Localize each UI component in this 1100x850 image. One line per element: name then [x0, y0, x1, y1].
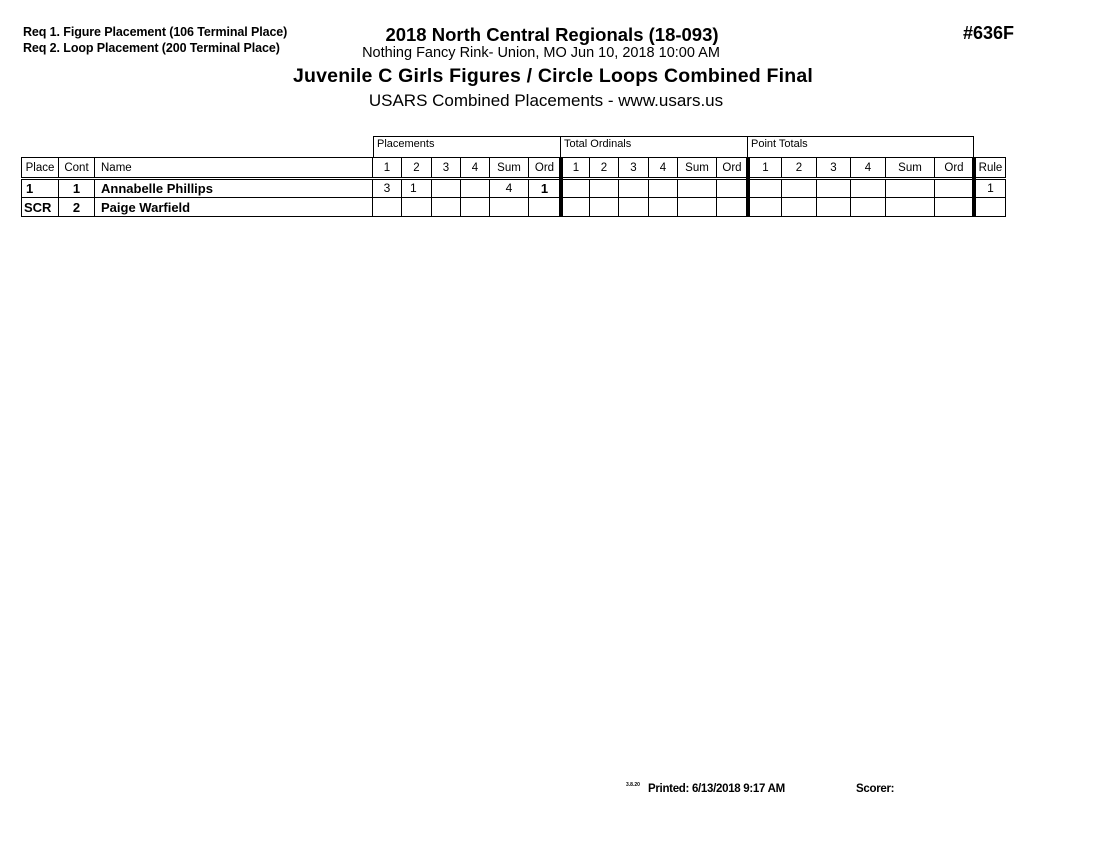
col-rule: Rule — [976, 157, 1006, 178]
header-divider — [21, 177, 1006, 178]
col-place: Place — [21, 157, 59, 178]
col-points-3: 3 — [817, 157, 851, 178]
points-sum-cell — [886, 198, 935, 217]
ordinal-ord-cell — [717, 179, 747, 198]
ordinal-1-cell — [563, 179, 590, 198]
ordinal-3-cell — [619, 198, 649, 217]
placement-2-cell — [402, 198, 432, 217]
col-ordinal-sum: Sum — [678, 157, 717, 178]
cont-cell: 2 — [59, 198, 95, 217]
points-ord-cell — [935, 179, 973, 198]
event-title: Juvenile C Girls Figures / Circle Loops Combined Final — [292, 65, 814, 87]
col-points-ord: Ord — [935, 157, 973, 178]
separator-ordinals — [746, 157, 750, 217]
separator-placements — [559, 157, 563, 217]
placement-ord-cell — [529, 198, 560, 217]
place-cell: SCR — [21, 198, 59, 217]
col-ordinal-4: 4 — [649, 157, 678, 178]
col-points-1: 1 — [750, 157, 782, 178]
placement-1-cell — [373, 198, 402, 217]
points-3-cell — [817, 179, 851, 198]
col-cont: Cont — [59, 157, 95, 178]
points-1-cell — [750, 179, 782, 198]
ordinal-ord-cell — [717, 198, 747, 217]
col-name: Name — [95, 157, 373, 178]
col-points-2: 2 — [782, 157, 817, 178]
software-version: 3.8.20 — [626, 782, 640, 788]
col-placement-sum: Sum — [490, 157, 529, 178]
points-2-cell — [782, 198, 817, 217]
col-ordinal-ord: Ord — [717, 157, 747, 178]
placement-sum-cell — [490, 198, 529, 217]
col-ordinal-2: 2 — [590, 157, 619, 178]
printed-timestamp: Printed: 6/13/2018 9:17 AM — [648, 783, 785, 795]
requirement-2: Req 2. Loop Placement (200 Terminal Place) — [23, 41, 280, 55]
venue-line: Nothing Fancy Rink- Union, MO Jun 10, 2018 10:00 AM — [362, 45, 720, 61]
placement-2-cell: 1 — [402, 179, 432, 198]
col-placement-3: 3 — [432, 157, 461, 178]
col-placement-4: 4 — [461, 157, 490, 178]
ordinal-3-cell — [619, 179, 649, 198]
place-cell: 1 — [21, 179, 59, 198]
requirement-1: Req 1. Figure Placement (106 Terminal Place) — [23, 25, 288, 39]
placement-ord-cell: 1 — [529, 179, 560, 198]
points-sum-cell — [886, 179, 935, 198]
ordinal-2-cell — [590, 179, 619, 198]
col-ordinal-1: 1 — [563, 157, 590, 178]
col-placement-ord: Ord — [529, 157, 560, 178]
placement-4-cell — [461, 179, 490, 198]
points-3-cell — [817, 198, 851, 217]
col-placement-2: 2 — [402, 157, 432, 178]
points-4-cell — [851, 179, 886, 198]
group-point-totals: Point Totals — [748, 136, 974, 157]
points-2-cell — [782, 179, 817, 198]
scorer-label: Scorer: — [856, 783, 895, 795]
group-placements: Placements — [373, 136, 561, 157]
name-cell: Paige Warfield — [95, 198, 373, 217]
col-ordinal-3: 3 — [619, 157, 649, 178]
separator-points — [972, 157, 976, 217]
points-1-cell — [750, 198, 782, 217]
ordinal-sum-cell — [678, 198, 717, 217]
points-4-cell — [851, 198, 886, 217]
cont-cell: 1 — [59, 179, 95, 198]
ordinal-2-cell — [590, 198, 619, 217]
points-ord-cell — [935, 198, 973, 217]
ordinal-4-cell — [649, 198, 678, 217]
ordinal-4-cell — [649, 179, 678, 198]
col-points-sum: Sum — [886, 157, 935, 178]
event-code: #636F — [963, 23, 1015, 43]
rule-cell — [976, 198, 1006, 217]
placement-3-cell — [432, 179, 461, 198]
subtitle: USARS Combined Placements - www.usars.us — [368, 91, 724, 110]
rule-cell: 1 — [976, 179, 1006, 198]
placement-3-cell — [432, 198, 461, 217]
group-total-ordinals: Total Ordinals — [561, 136, 748, 157]
placement-sum-cell: 4 — [490, 179, 529, 198]
col-points-4: 4 — [851, 157, 886, 178]
placement-1-cell: 3 — [373, 179, 402, 198]
name-cell: Annabelle Phillips — [95, 179, 373, 198]
col-placement-1: 1 — [373, 157, 402, 178]
ordinal-sum-cell — [678, 179, 717, 198]
placement-4-cell — [461, 198, 490, 217]
ordinal-1-cell — [563, 198, 590, 217]
competition-title: 2018 North Central Regionals (18-093) — [385, 24, 719, 45]
